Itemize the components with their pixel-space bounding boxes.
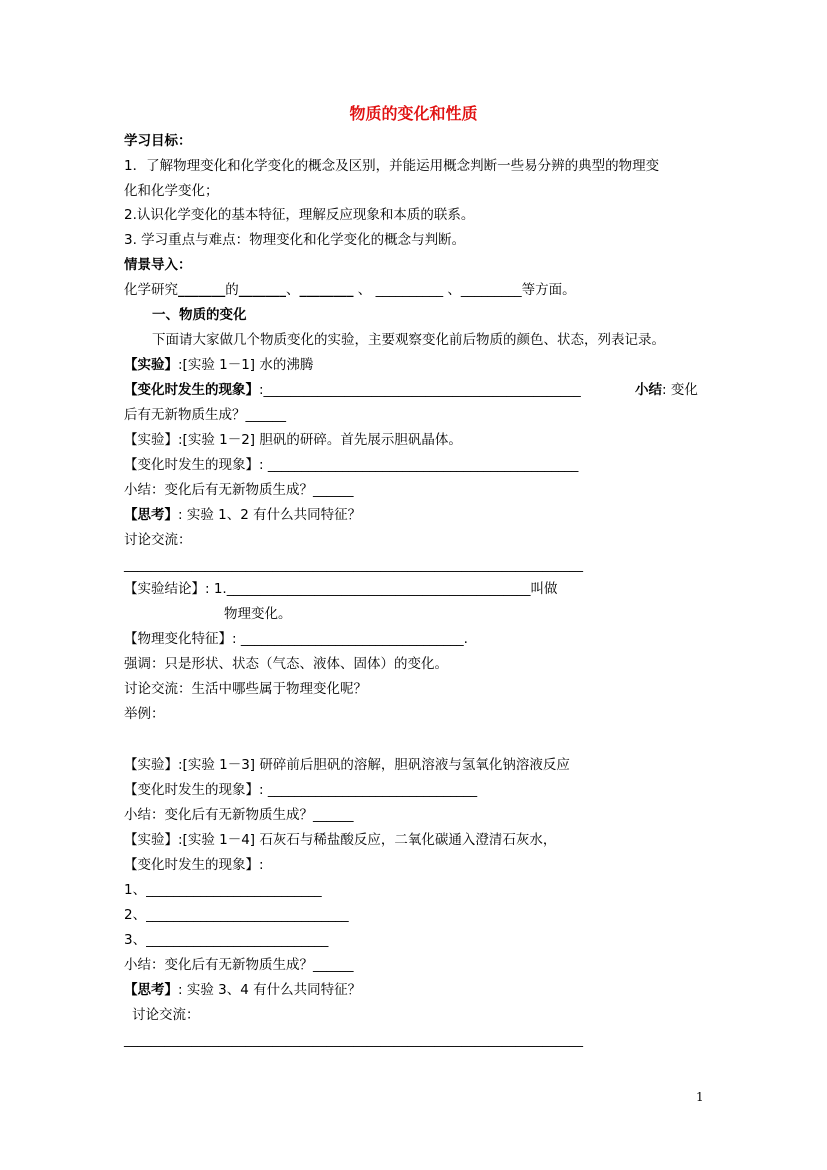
think-1 bbox=[124, 506, 361, 524]
think-2 bbox=[124, 981, 361, 999]
intro-text-3: 、 bbox=[286, 282, 300, 298]
experiment-1 bbox=[124, 356, 313, 374]
page-number: 1 bbox=[696, 1090, 704, 1104]
phenomenon-4: 【变化时发生的现象】: bbox=[124, 857, 264, 873]
intro-text-4: 、 __________ 、_________等方面。 bbox=[353, 282, 576, 298]
discussion-1: 讨论交流： bbox=[124, 532, 192, 548]
page-title: 物质的变化和性质 bbox=[349, 104, 478, 123]
intro-line bbox=[124, 281, 576, 299]
experiment-4: 【实验】:[实验 1－4] 石灰石与稀盐酸反应，二氧化碳通入澄清石灰水， bbox=[124, 832, 557, 848]
summary-3: 小结：变化后有无新物质生成？______ bbox=[124, 807, 354, 823]
phenomenon-1 bbox=[124, 381, 581, 399]
intro-heading: 情景导入： bbox=[124, 257, 192, 273]
objective-3: 3. 学习重点与难点：物理变化和化学变化的概念与判断。 bbox=[124, 232, 466, 248]
conclusion-line-a: 【实验结论】: 1._____________________________________________叫做 bbox=[124, 581, 558, 597]
example: 举例： bbox=[124, 706, 165, 722]
phenomenon-1-blank: :_______________________________________________ bbox=[259, 382, 581, 398]
objective-2: 2.认识化学变化的基本特征，理解反应现象和本质的联系。 bbox=[124, 207, 475, 223]
phenomenon-4-item-1: 1、__________________________ bbox=[124, 882, 322, 898]
experiment-2: 【实验】:[实验 1－2] 胆矾的研碎。首先展示胆矾晶体。 bbox=[124, 432, 462, 448]
conclusion-line-b: 物理变化。 bbox=[224, 606, 292, 622]
phenomenon-3: 【变化时发生的现象】: _______________________________ bbox=[124, 782, 478, 798]
intro-blank-1: _______ bbox=[178, 282, 226, 298]
think-2-text: : 实验 3、4 有什么共同特征？ bbox=[178, 982, 362, 998]
discussion-2: 讨论交流：生活中哪些属于物理变化呢？ bbox=[124, 681, 367, 697]
answer-line-2: ____________________________________________________________________ bbox=[124, 1032, 583, 1048]
objectives-heading: 学习目标： bbox=[124, 133, 192, 149]
experiment-3: 【实验】:[实验 1－3] 研碎前后胆矾的溶解，胆矾溶液与氢氧化钠溶液反应 bbox=[124, 757, 570, 773]
objective-1-line-b: 化和化学变化； bbox=[124, 183, 219, 199]
think-1-label: 【思考】 bbox=[124, 507, 178, 523]
physical-change-feature: 【物理变化特征】: _________________________________. bbox=[124, 631, 468, 647]
phenomenon-2: 【变化时发生的现象】: ______________________________________________ bbox=[124, 457, 579, 473]
discussion-3: 讨论交流： bbox=[132, 1007, 200, 1023]
experiment-1-text: :[实验 1－1] 水的沸腾 bbox=[178, 357, 314, 373]
phenomenon-1-label: 【变化时发生的现象】 bbox=[124, 382, 259, 398]
summary-2: 小结：变化后有无新物质生成？______ bbox=[124, 482, 354, 498]
emphasis: 强调：只是形状、状态（气态、液体、固体）的变化。 bbox=[124, 656, 448, 672]
intro-blank-3: ________ bbox=[299, 282, 354, 298]
objective-1-line-a: 1．了解物理变化和化学变化的概念及区别，并能运用概念判断一些易分辨的典型的物理变 bbox=[124, 158, 660, 174]
summary-4: 小结：变化后有无新物质生成？______ bbox=[124, 957, 354, 973]
intro-text-2: 的 bbox=[225, 282, 239, 298]
phenomenon-4-item-3: 3、___________________________ bbox=[124, 932, 329, 948]
phenomenon-4-item-2: 2、______________________________ bbox=[124, 907, 349, 923]
summary-1-label: 小结 bbox=[635, 382, 662, 398]
think-1-text: : 实验 1、2 有什么共同特征？ bbox=[178, 507, 362, 523]
answer-line-1: ____________________________________________________________________ bbox=[124, 557, 583, 573]
summary-1-tail: : 变化 bbox=[662, 382, 698, 398]
experiment-1-label: 【实验】 bbox=[124, 357, 178, 373]
section-lead: 下面请大家做几个物质变化的实验，主要观察变化前后物质的颜色、状态，列表记录。 bbox=[152, 332, 665, 348]
section-heading: 一、物质的变化 bbox=[152, 307, 247, 323]
think-2-label: 【思考】 bbox=[124, 982, 178, 998]
summary-1-question: 后有无新物质生成？______ bbox=[124, 407, 286, 423]
intro-text-1: 化学研究 bbox=[124, 282, 178, 298]
summary-1-inline bbox=[635, 381, 698, 399]
intro-blank-2: _______ bbox=[238, 282, 286, 298]
